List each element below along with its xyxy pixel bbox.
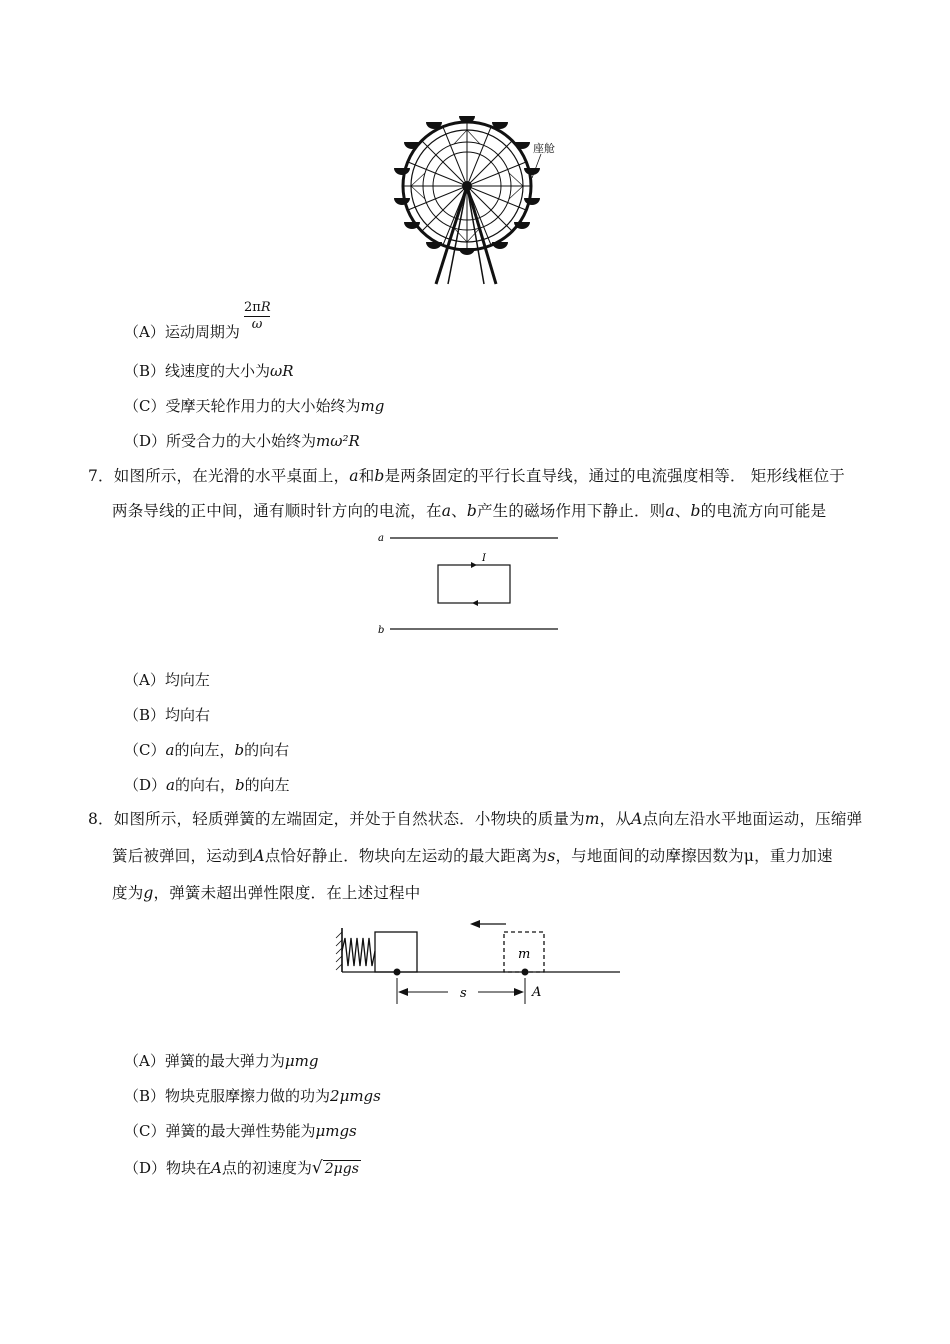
q6-option-a[interactable]: （A）运动周期为 (124, 323, 240, 341)
spring (342, 938, 375, 966)
rectangular-loop (438, 565, 510, 603)
q6-option-b[interactable]: （B）线速度的大小为ωR (124, 362, 294, 380)
wire-a-label: a (378, 533, 384, 544)
q8-stem-line2: 簧后被弹回，运动到A点恰好静止．物块向左运动的最大距离为s，与地面间的动摩擦因数为μ，重力加速 (112, 847, 833, 865)
mass-label: m (518, 947, 531, 962)
point-a-label: A (532, 985, 542, 1000)
q8-option-a[interactable]: （A）弹簧的最大弹力为μmg (124, 1052, 319, 1070)
q7-option-c[interactable]: （C）a的向左，b的向右 (124, 741, 290, 759)
q8-option-b[interactable]: （B）物块克服摩擦力做的功为2μmgs (124, 1087, 381, 1105)
q8-option-d[interactable]: （D）物块在A点的初速度为√ 2μgs (124, 1158, 359, 1178)
block-compressed (375, 932, 417, 972)
q8-stem-line3: 度为g，弹簧未超出弹性限度．在上述过程中 (112, 884, 421, 902)
q7-stem-line2: 两条导线的正中间，通有顺时针方向的电流，在a、b产生的磁场作用下静止．则a、b的电流方向可能是 (112, 502, 827, 520)
current-arrow-bottom (472, 600, 478, 606)
current-label: I (482, 553, 486, 564)
q6-option-c[interactable]: （C）受摩天轮作用力的大小始终为mg (124, 397, 385, 415)
ferris-wheel-figure (388, 108, 568, 288)
q6-option-a-fraction: $\frac{2\pi R}{\omega}$ (244, 300, 271, 332)
wire-b-label: b (378, 625, 385, 636)
distance-label: s (460, 986, 467, 1001)
cabin-label: 座舱 (533, 142, 555, 155)
q7-option-a[interactable]: （A）均向左 (124, 671, 210, 689)
velocity-arrow (470, 920, 480, 928)
current-arrow-top (471, 562, 477, 568)
q6-option-d[interactable]: （D）所受合力的大小始终为mω²R (124, 432, 360, 450)
sqrt-radicand: 2μgs (324, 1161, 359, 1177)
q7-option-b[interactable]: （B）均向右 (124, 706, 211, 724)
spring-block-figure (328, 914, 628, 1006)
q8-option-c[interactable]: （C）弹簧的最大弹性势能为μmgs (124, 1122, 357, 1140)
q8-stem-line1: 8．如图所示，轻质弹簧的左端固定，并处于自然状态．小物块的质量为m，从A点向左沿水平地面运动，压缩弹 (88, 810, 863, 828)
q7-stem-line1: 7．如图所示，在光滑的水平桌面上，a和b是两条固定的平行长直导线，通过的电流强度相等． 矩形线框位于 (88, 467, 845, 485)
parallel-wires-figure (372, 528, 564, 640)
sqrt-symbol: √ (311, 1158, 323, 1178)
q7-option-d[interactable]: （D）a的向右，b的向左 (124, 776, 290, 794)
